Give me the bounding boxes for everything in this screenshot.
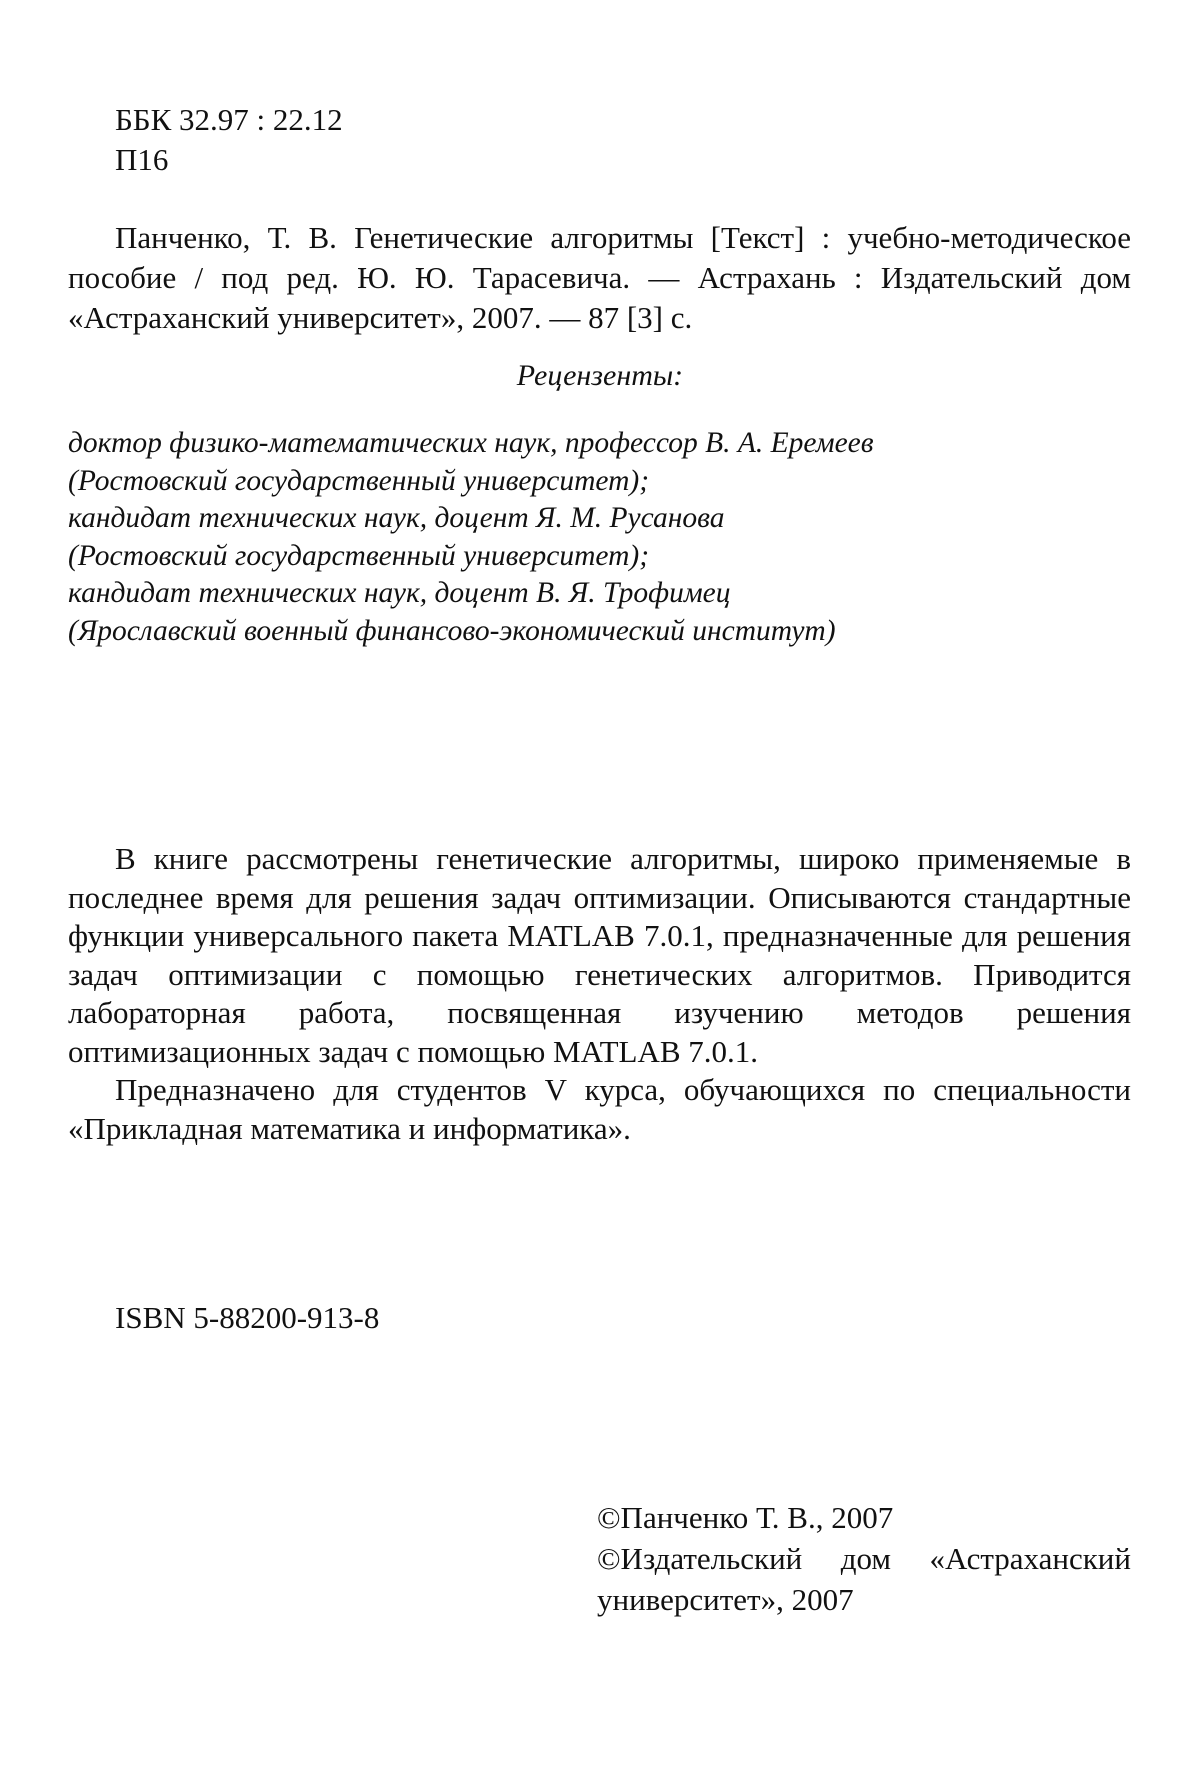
reviewer-line: кандидат технических наук, доцент Я. М. Русанова bbox=[68, 502, 725, 534]
copyright-author: ©Панченко Т. В., 2007 bbox=[597, 1500, 894, 1535]
reviewer-line: доктор физико-математических наук, профессор В. А. Еремеев bbox=[68, 427, 874, 459]
abstract-paragraph: В книге рассмотрены генетические алгоритмы, широко применяемые в последнее время для решения задач оптимизации. Описываются стандартные функции универсального пакета MATLAB 7.0.1, предназначенные для решения задач оптимизации с помощью генетических алгоритмов. Приводится лабораторная работа, посвященная изучению методов решения оптимизационных задач с помощью MATLAB 7.0.1. bbox=[68, 841, 1131, 1069]
bibliographic-record: Панченко, Т. В. Генетические алгоритмы [Текст] : учебно-методическое пособие / под ред. Ю. Ю. Тарасевича. — Астрахань : Издательский дом «Астраханский университет», 2007. — 87 [3] с. bbox=[68, 220, 1131, 335]
copyright-block bbox=[597, 1497, 1131, 1620]
abstract-paragraph: Предназначено для студентов V курса, обучающихся по специальности «Прикладная математика и информатика». bbox=[68, 1072, 1131, 1146]
reviewers-list bbox=[68, 425, 1148, 650]
reviewer-line: (Ростовский государственный университет); bbox=[68, 539, 650, 572]
classification-block bbox=[115, 100, 343, 180]
author-mark: П16 bbox=[115, 142, 169, 177]
reviewers-title: Рецензенты: bbox=[516, 359, 684, 392]
reviewer-line: кандидат технических наук, доцент В. Я. Трофимец bbox=[68, 577, 731, 609]
bbk-code: ББК 32.97 : 22.12 bbox=[115, 102, 343, 137]
reviewer-line: (Ростовский государственный университет); bbox=[68, 464, 650, 497]
copyright-publisher: ©Издательский дом «Астраханский университет», 2007 bbox=[597, 1541, 1131, 1617]
abstract bbox=[68, 840, 1131, 1148]
reviewer-line: (Ярославский военный финансово-экономический институт) bbox=[68, 614, 836, 647]
isbn: ISBN 5-88200-913-8 bbox=[115, 1300, 380, 1335]
